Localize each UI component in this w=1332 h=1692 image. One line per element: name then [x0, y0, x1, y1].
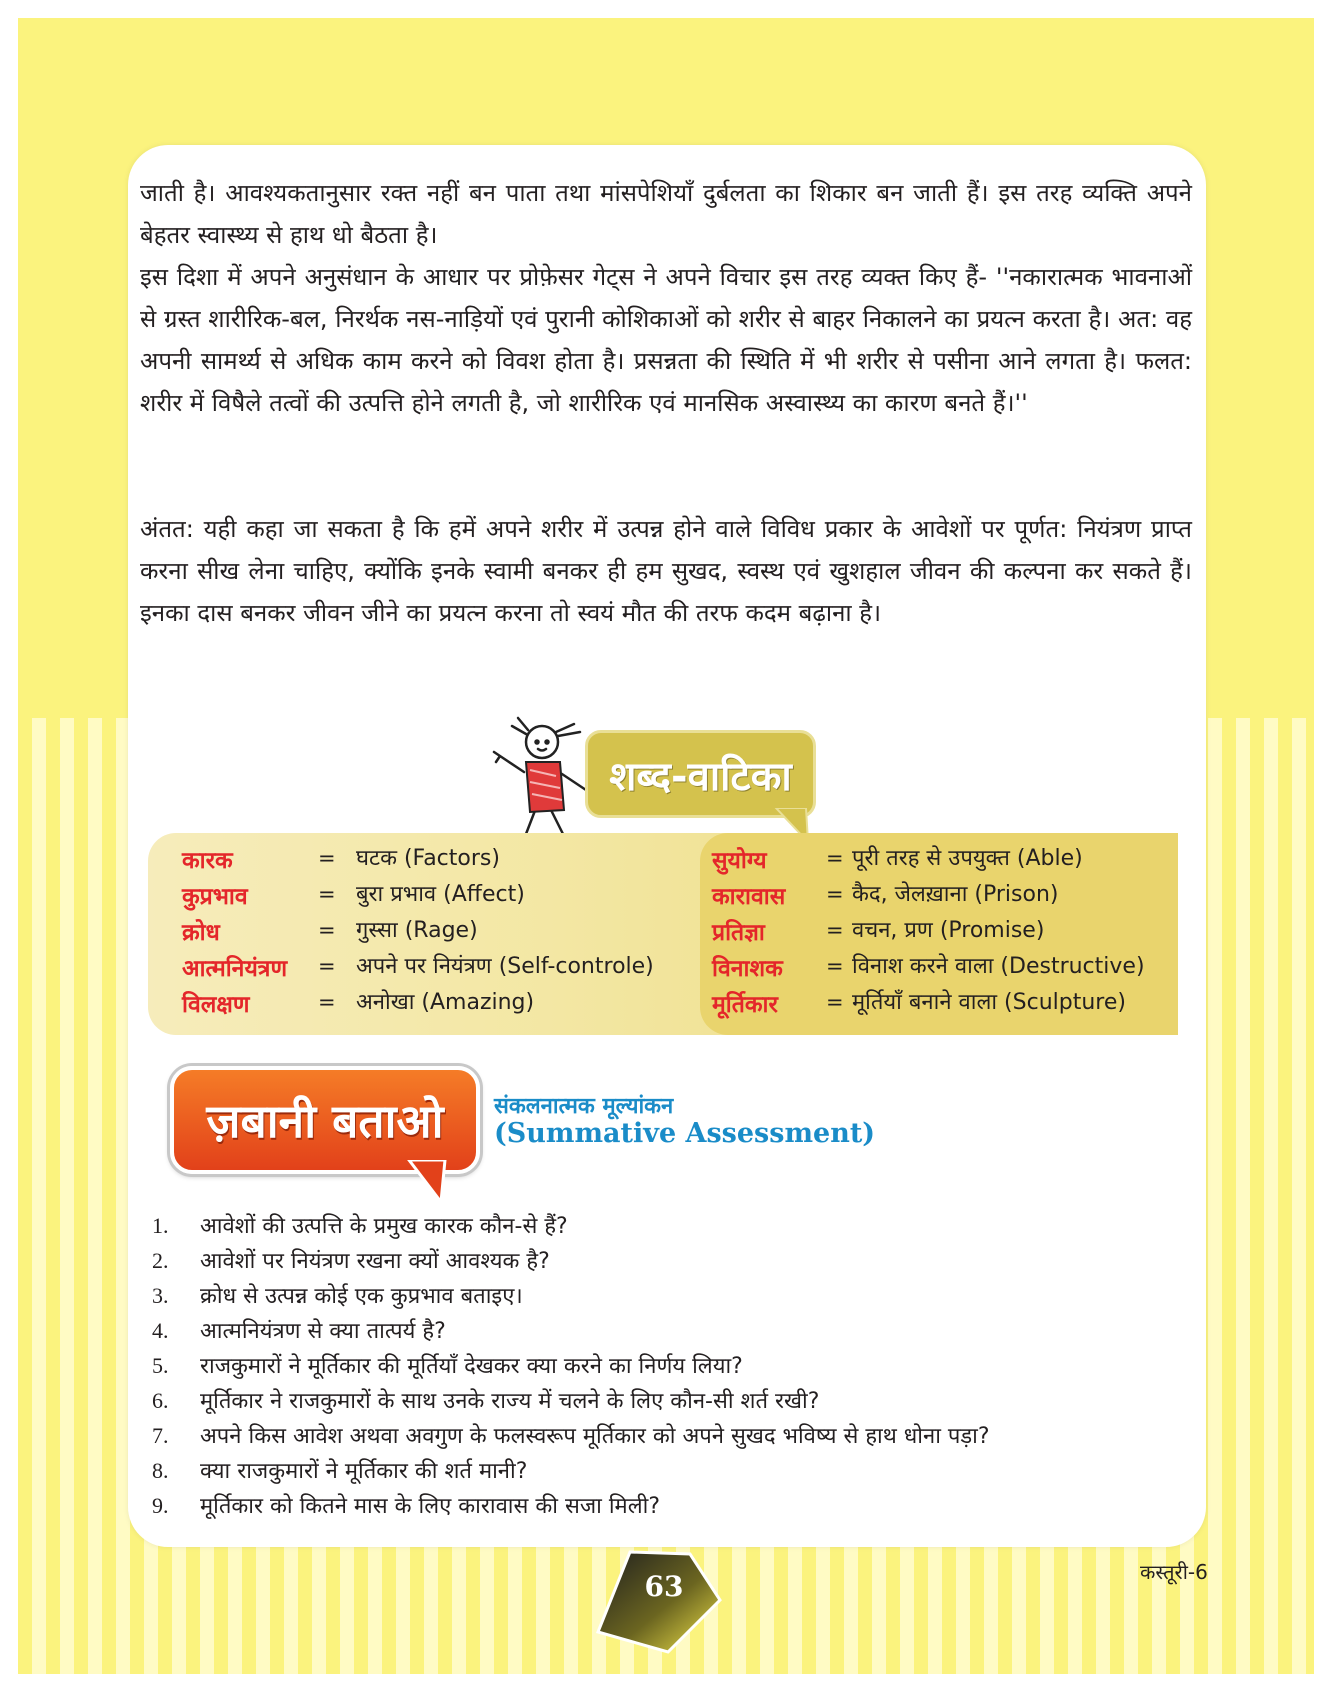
equals-sign: =	[318, 882, 336, 906]
paragraph-2: इस दिशा में अपने अनुसंधान के आधार पर प्रोफ़ेसर गेट्स ने अपने विचार इस तरह व्यक्त किए हैं- ''नकारात्मक भावनाओं से ग्रस्त शारीरिक-बल, निरर्थक नस-नाड़ियों एवं पुरानी कोशिकाओं को शरीर से बाहर निकालने का प्रयत्न करता है। अत: वह अपनी सामर्थ्य से अधिक काम करने को विवश होता है। प्रसन्नता की स्थिति में भी शरीर से पसीना आने लगता है। फलत: शरीर में विषैले तत्वों की उत्पत्ति होने लगती है, जो शारीरिक एवं मानसिक अस्वास्थ्य का कारण बनते हैं।''	[140, 263, 1192, 417]
list-item	[152, 1419, 990, 1454]
paragraph-3: अंतत: यही कहा जा सकता है कि हमें अपने शरीर में उत्पन्न होने वाले विविध प्रकार के आवेशों पर पूर्णत: नियंत्रण प्राप्त करना सीख लेना चाहिए, क्योंकि इनके स्वामी बनकर ही हम सुखद, स्वस्थ एवं खुशहाल जीवन की कल्पना कर सकते हैं। इनका दास बनकर जीवन जीने का प्रयत्न करना तो स्वयं मौत की तरफ कदम बढ़ाना है।	[140, 515, 1192, 627]
question-text: क्या राजकुमारों ने मूर्तिकार की शर्त मानी?	[200, 1459, 528, 1484]
glossary-term: विनाशक	[712, 956, 783, 982]
list-item	[152, 1349, 990, 1384]
glossary-term: कुप्रभाव	[182, 884, 248, 910]
list-item	[152, 1244, 990, 1279]
equals-sign: =	[826, 954, 844, 978]
pentagon-badge-icon	[594, 1548, 726, 1658]
question-text: आवेशों पर नियंत्रण रखना क्यों आवश्यक है?	[200, 1249, 550, 1274]
glossary-term: सुयोग्य	[712, 848, 767, 874]
glossary-term: प्रतिज्ञा	[712, 920, 765, 946]
book-title-footer: कस्तूरी-6	[1140, 1560, 1208, 1584]
list-item	[152, 1279, 990, 1314]
equals-sign: =	[826, 846, 844, 870]
question-number: 3.	[152, 1283, 169, 1308]
equals-sign: =	[318, 954, 336, 978]
page-number: 63	[644, 1570, 684, 1603]
page-number-badge	[594, 1548, 726, 1658]
glossary-meaning: कैद, जेलख़ाना (Prison)	[852, 882, 1059, 907]
glossary-term: आत्मनियंत्रण	[182, 956, 288, 982]
question-number: 8.	[152, 1458, 169, 1483]
question-list	[152, 1209, 990, 1524]
glossary-meaning: अनोखा (Amazing)	[356, 990, 535, 1015]
question-number: 4.	[152, 1318, 169, 1343]
question-text: अपने किस आवेश अथवा अवगुण के फलस्वरूप मूर्तिकार को अपने सुखद भविष्य से हाथ धोना पड़ा?	[200, 1424, 990, 1449]
summative-heading-english: (Summative Assessment)	[494, 1118, 876, 1149]
question-number: 5.	[152, 1353, 169, 1378]
equals-sign: =	[826, 990, 844, 1014]
question-text: मूर्तिकार को कितने मास के लिए कारावास की सजा मिली?	[200, 1494, 660, 1519]
question-text: क्रोध से उत्पन्न कोई एक कुप्रभाव बताइए।	[200, 1284, 523, 1309]
equals-sign: =	[826, 918, 844, 942]
list-item	[152, 1314, 990, 1349]
glossary-meaning: पूरी तरह से उपयुक्त (Able)	[852, 846, 1083, 871]
list-item	[152, 1209, 990, 1244]
glossary-term: मूर्तिकार	[712, 992, 778, 1018]
summative-heading-hindi: संकलनात्मक मूल्यांकन	[494, 1094, 674, 1119]
glossary-meaning: घटक (Factors)	[356, 846, 500, 871]
paragraph-1: जाती है। आवश्यकतानुसार रक्त नहीं बन पाता तथा मांसपेशियाँ दुर्बलता का शिकार बन जाती हैं। इस तरह व्यक्ति अपने बेहतर स्वास्थ्य से हाथ धो बैठता है।	[140, 179, 1192, 249]
shabd-vatika-heading: शब्द-वाटिका	[585, 730, 816, 818]
zabani-batao-heading: ज़बानी बताओ	[170, 1066, 480, 1174]
equals-sign: =	[826, 882, 844, 906]
glossary-term: कारक	[182, 848, 233, 874]
question-number: 9.	[152, 1493, 169, 1518]
glossary-meaning: मूर्तियाँ बनाने वाला (Sculpture)	[852, 990, 1126, 1015]
question-number: 7.	[152, 1423, 169, 1448]
question-text: आत्मनियंत्रण से क्या तात्पर्य है?	[200, 1319, 446, 1344]
glossary-term: क्रोध	[182, 920, 220, 946]
glossary-term: कारावास	[712, 884, 786, 910]
glossary-meaning: विनाश करने वाला (Destructive)	[852, 954, 1145, 979]
equals-sign: =	[318, 918, 336, 942]
glossary-term: विलक्षण	[182, 992, 250, 1018]
question-number: 2.	[152, 1248, 169, 1273]
list-item	[152, 1384, 990, 1419]
glossary-meaning: वचन, प्रण (Promise)	[852, 918, 1045, 943]
question-text: मूर्तिकार ने राजकुमारों के साथ उनके राज्य में चलने के लिए कौन-सी शर्त रखी?	[200, 1389, 820, 1414]
question-number: 1.	[152, 1213, 169, 1238]
glossary-meaning: बुरा प्रभाव (Affect)	[356, 882, 525, 907]
list-item	[152, 1454, 990, 1489]
glossary-meaning: गुस्सा (Rage)	[356, 918, 478, 943]
glossary-meaning: अपने पर नियंत्रण (Self-controle)	[356, 954, 654, 979]
question-text: राजकुमारों ने मूर्तिकार की मूर्तियाँ देखकर क्या करने का निर्णय लिया?	[200, 1354, 743, 1379]
question-text: आवेशों की उत्पत्ति के प्रमुख कारक कौन-से हैं?	[200, 1214, 568, 1239]
equals-sign: =	[318, 846, 336, 870]
question-number: 6.	[152, 1388, 169, 1413]
speech-tail-icon	[405, 1160, 451, 1206]
equals-sign: =	[318, 990, 336, 1014]
list-item	[152, 1489, 990, 1524]
